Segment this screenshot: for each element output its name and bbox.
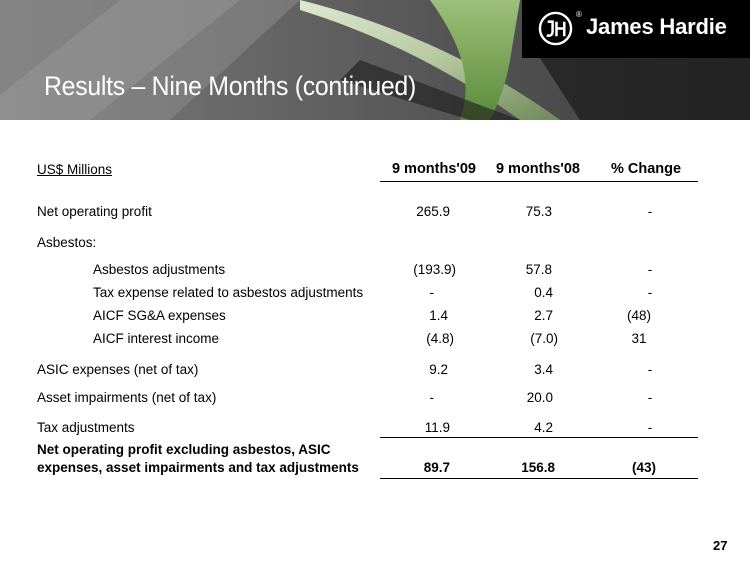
row-label: Asbestos adjustments	[93, 262, 226, 277]
row-value-08: 0.4	[534, 285, 553, 300]
total-rule	[380, 478, 698, 479]
row-label: Tax adjustments	[37, 420, 135, 435]
row-label: Asset impairments (net of tax)	[37, 390, 217, 405]
row-value-change: -	[647, 204, 653, 219]
row-value-09: 9.2	[429, 362, 448, 377]
column-header-9months-09: 9 months'09	[391, 161, 476, 177]
subtotal-rule	[380, 437, 698, 438]
column-header-9months-08: 9 months'08	[495, 161, 580, 177]
row-value-09: -	[429, 390, 434, 405]
row-label: AICF interest income	[93, 331, 220, 346]
total-label-line2: expenses, asset impairments and tax adjustments	[37, 460, 359, 475]
row-value-08: 20.0	[526, 390, 553, 405]
row-value-change: -	[647, 285, 653, 300]
total-label-line1: Net operating profit excluding asbestos, ASIC	[37, 442, 331, 457]
column-header-pct-change: % Change	[610, 161, 682, 177]
row-value-09: 265.9	[416, 204, 450, 219]
registered-mark: ®	[576, 10, 582, 19]
row-value-09: (193.9)	[413, 262, 456, 277]
row-label: ASIC expenses (net of tax)	[37, 362, 199, 377]
row-value-09: (4.8)	[426, 331, 454, 346]
row-value-change: -	[647, 390, 653, 405]
row-value-08: 57.8	[525, 262, 552, 277]
slide-title: Results – Nine Months (continued)	[44, 71, 416, 101]
row-label: AICF SG&A expenses	[93, 308, 226, 323]
row-value-change: (48)	[626, 308, 651, 323]
row-value-08: (7.0)	[530, 331, 558, 346]
row-value-09: 11.9	[424, 420, 450, 435]
total-value-08: 156.8	[521, 460, 555, 475]
row-value-08: 4.2	[534, 420, 553, 435]
logo-wordmark: James Hardie	[586, 14, 727, 39]
header-rule	[380, 181, 698, 182]
total-value-09: 89.7	[423, 460, 450, 475]
row-label: Net operating profit	[37, 204, 152, 219]
page-number: 27	[713, 538, 728, 553]
total-value-change: (43)	[631, 460, 656, 475]
row-value-08: 3.4	[534, 362, 553, 377]
row-value-change: -	[647, 362, 653, 377]
row-value-09: -	[429, 285, 434, 300]
row-value-09: 1.4	[429, 308, 448, 323]
row-label: Tax expense related to asbestos adjustments	[93, 285, 364, 300]
row-value-change: -	[647, 262, 653, 277]
column-header-label: US$ Millions	[37, 162, 113, 177]
row-value-08: 2.7	[534, 308, 553, 323]
row-value-change: -	[647, 420, 653, 435]
row-value-change: 31	[631, 331, 647, 346]
row-value-08: 75.3	[525, 204, 552, 219]
row-label: Asbestos:	[37, 235, 97, 250]
